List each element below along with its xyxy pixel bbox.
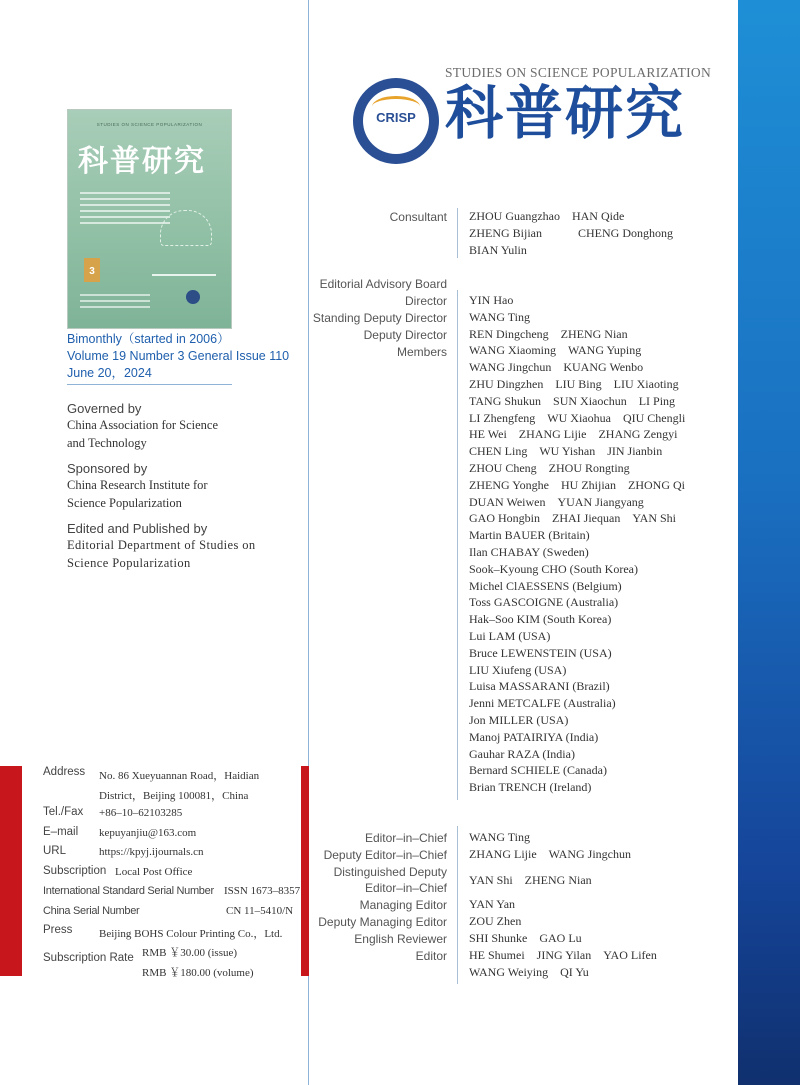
editor-names [469, 947, 657, 981]
board-divider-editors [457, 826, 458, 984]
cn-label: China Serial Number [43, 905, 140, 917]
crisp-logo-text: CRISP [376, 110, 416, 125]
rate-value-line1: RMB ￥30.00 (issue) [142, 947, 238, 959]
board-divider-consultant [457, 208, 458, 258]
advisory-member: Bernard SCHIELE (Canada) [469, 763, 607, 778]
advisory-member: Jon MILLER (USA) [469, 712, 569, 727]
consultant-name-line: ZHOU Guangzhao HAN Qide [469, 209, 625, 223]
tel-value: +86–10–62103285 [99, 807, 183, 819]
journal-english-title: STUDIES ON SCIENCE POPULARIZATION [445, 65, 712, 80]
cover-circuit-tree-illustration [160, 210, 212, 246]
advisory-board-names [469, 292, 685, 796]
press-value: Beijing BOHS Colour Printing Co.，Ltd. [99, 928, 283, 940]
standing-deputy-director-label: Standing Deputy Director [312, 311, 447, 325]
cover-text-lines [80, 192, 170, 228]
advisory-member: Luisa MASSARANI (Brazil) [469, 679, 610, 694]
advisory-member: CHEN Ling WU Yishan JIN Jianbin [469, 444, 663, 459]
editor-in-chief-label: Editor–in–Chief [364, 831, 447, 845]
url-label: URL [43, 845, 67, 857]
cover-title: 科普研究 [78, 144, 206, 179]
edited-value [67, 537, 256, 572]
advisory-member: GAO Hongbin ZHAI Jiequan YAN Shi [469, 511, 676, 526]
advisory-member: Jenni METCALFE (Australia) [469, 696, 616, 711]
advisory-member: LI Zhengfeng WU Xiaohua QIU Chengli [469, 410, 686, 425]
edited-label: Edited and Published by [67, 521, 208, 536]
journal-chinese-title: 科普研究 [445, 79, 686, 147]
rate-label: Subscription Rate [43, 952, 134, 964]
address-value-line1: No. 86 Xueyuannan Road，Haidian [99, 770, 260, 782]
issue-divider [67, 384, 232, 385]
address-label: Address [43, 766, 86, 778]
consultant-names [469, 208, 673, 258]
advisory-member: LIU Xiufeng (USA) [469, 662, 567, 677]
deputy-editor-in-chief-label: Deputy Editor–in–Chief [323, 848, 447, 862]
consultant-label: Consultant [389, 210, 447, 224]
advisory-member: Manoj PATAIRIYA (India) [469, 729, 599, 744]
right-color-strip [738, 0, 800, 1085]
advisory-member: Sook–Kyoung CHO (South Korea) [469, 561, 638, 576]
governed-label: Governed by [67, 401, 142, 416]
advisory-member: REN Dingcheng ZHENG Nian [469, 326, 628, 341]
advisory-member: HE Wei ZHANG Lijie ZHANG Zengyi [469, 427, 678, 442]
distinguished-deputy-label-line1: Distinguished Deputy [333, 865, 447, 879]
distinguished-deputy-names: YAN Shi ZHENG Nian [469, 873, 592, 887]
sponsored-label: Sponsored by [67, 461, 148, 476]
consultant-name-line: BIAN Yulin [469, 242, 527, 257]
advisory-member: Martin BAUER (Britain) [469, 528, 590, 543]
english-reviewer-label: English Reviewer [354, 932, 447, 946]
issue-info [67, 331, 289, 382]
address-value-line2: District，Beijing 100081，China [99, 790, 249, 802]
advisory-member: Toss GASCOIGNE (Australia) [469, 595, 619, 610]
advisory-member: Lui LAM (USA) [469, 628, 551, 643]
editor-names-line2: WANG Weiying QI Yu [469, 964, 589, 979]
advisory-member: WANG Xiaoming WANG Yuping [469, 343, 642, 358]
managing-editor-label: Managing Editor [359, 898, 447, 912]
advisory-member: TANG Shukun SUN Xiaochun LI Ping [469, 393, 676, 408]
press-label: Press [43, 924, 73, 936]
rate-value-line2: RMB ￥180.00 (volume) [142, 967, 254, 979]
cover-publisher-logo [186, 290, 200, 304]
issue-frequency: Bimonthly（started in 2006） [67, 332, 230, 346]
editor-in-chief-name: WANG Ting [469, 830, 531, 844]
advisory-board-label: Editorial Advisory Board [319, 277, 447, 291]
members-label: Members [396, 345, 447, 359]
journal-cover-image [67, 109, 232, 329]
governed-value [67, 417, 218, 452]
governed-value-line2: and Technology [67, 435, 147, 450]
sponsored-value [67, 477, 208, 512]
advisory-member: Hak–Soo KIM (South Korea) [469, 612, 612, 627]
sponsored-value-line2: Science Popularization [67, 495, 182, 510]
advisory-member: Michel ClAESSENS (Belgium) [469, 578, 622, 593]
advisory-member: ZHU Dingzhen LIU Bing LIU Xiaoting [469, 376, 679, 391]
deputy-editor-in-chief-names: ZHANG Lijie WANG Jingchun [469, 847, 631, 861]
sponsored-value-line1: China Research Institute for [67, 478, 208, 492]
cover-book-illustration [152, 242, 216, 276]
cover-issue-number: 3 [84, 258, 100, 282]
issue-date: June 20，2024 [67, 366, 152, 380]
email-value[interactable]: kepuyanjiu@163.com [99, 827, 197, 839]
managing-editor-name: YAN Yan [469, 897, 516, 911]
tel-label: Tel./Fax [43, 806, 84, 818]
red-bar-middle [301, 766, 309, 976]
issue-volume: Volume 19 Number 3 General Issue 110 [67, 349, 290, 363]
cn-value: CN 11–5410/N [226, 905, 294, 917]
deputy-managing-editor-name: ZOU Zhen [469, 914, 522, 928]
advisory-member: DUAN Weiwen YUAN Jiangyang [469, 494, 644, 509]
red-bar-left [0, 766, 22, 976]
consultant-name-line: ZHENG Bijian CHENG Donghong [469, 225, 673, 240]
board-divider-advisory [457, 290, 458, 800]
advisory-member: WANG Jingchun KUANG Wenbo [469, 360, 644, 375]
editor-label: Editor [415, 949, 447, 963]
editor-names-line1: HE Shumei JING Yilan YAO Lifen [469, 948, 657, 962]
issn-label: International Standard Serial Number [43, 885, 214, 897]
advisory-member: Brian TRENCH (Ireland) [469, 780, 592, 795]
advisory-member: ZHENG Yonghe HU Zhijian ZHONG Qi [469, 477, 685, 492]
subscription-value: Local Post Office [115, 866, 193, 878]
issn-value: ISSN 1673–8357 [224, 885, 301, 897]
governed-value-line1: China Association for Science [67, 418, 219, 432]
advisory-member: Gauhar RAZA (India) [469, 746, 575, 761]
advisory-member: YIN Hao [469, 293, 514, 307]
cover-footer-lines [80, 294, 150, 312]
cover-top-text: STUDIES ON SCIENCE POPULARIZATION [96, 122, 203, 127]
email-label: E–mail [43, 826, 79, 838]
advisory-member: ZHOU Cheng ZHOU Rongting [469, 460, 630, 475]
director-label: Director [404, 294, 447, 308]
edited-value-line2: Science Popularization [67, 555, 191, 570]
url-value[interactable]: https://kpyj.ijournals.cn [99, 846, 204, 858]
edited-value-line1: Editorial Department of Studies on [67, 538, 256, 552]
subscription-label: Subscription [43, 865, 107, 877]
advisory-member: Bruce LEWENSTEIN (USA) [469, 645, 612, 660]
distinguished-deputy-label-line2: Editor–in–Chief [364, 881, 447, 895]
advisory-member: Ilan CHABAY (Sweden) [469, 544, 589, 559]
advisory-member: WANG Ting [469, 309, 531, 324]
deputy-managing-editor-label: Deputy Managing Editor [318, 915, 447, 929]
deputy-director-label: Deputy Director [363, 328, 447, 342]
english-reviewer-names: SHI Shunke GAO Lu [469, 931, 582, 945]
